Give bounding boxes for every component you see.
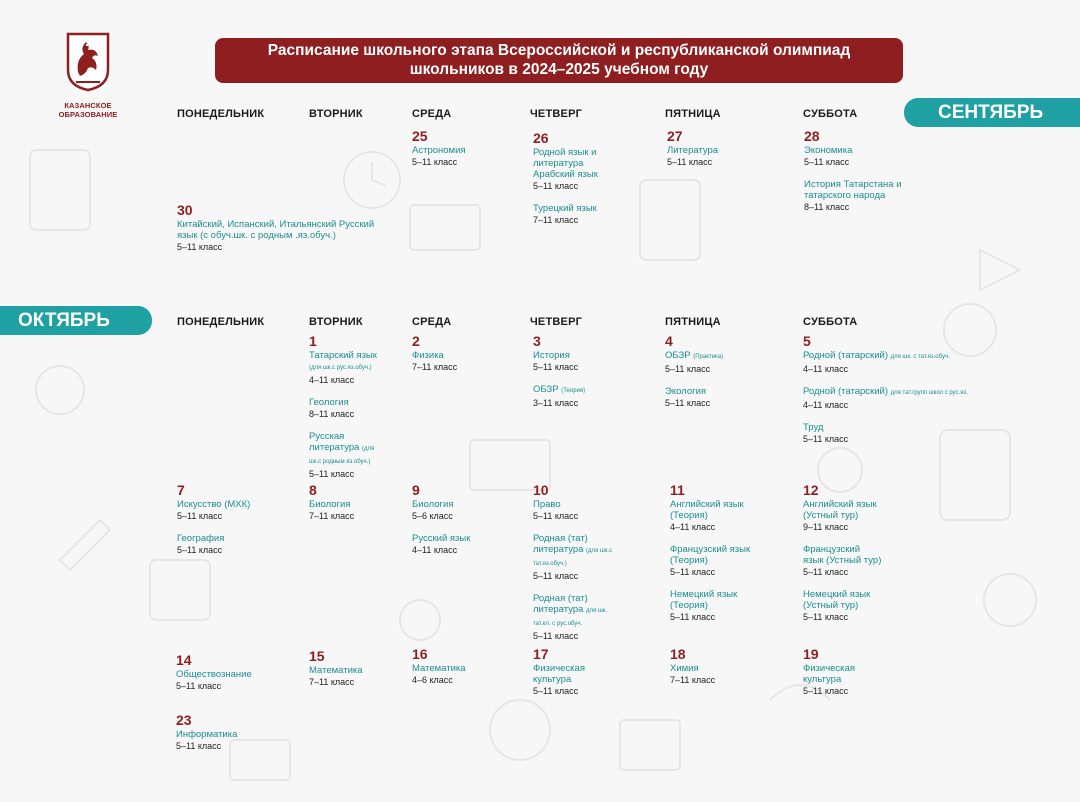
day-number: 12 xyxy=(803,482,819,498)
sep-header-wednesday: СРЕДА xyxy=(412,108,452,120)
event-grade: 9–11 класс xyxy=(803,522,849,532)
kazan-education-logo xyxy=(58,32,118,119)
event xyxy=(533,533,613,582)
event-grade: 8–11 класс xyxy=(309,409,355,419)
event-grade: 5–11 класс xyxy=(177,545,223,555)
dragon-emblem-icon xyxy=(66,32,110,92)
event-subject: Экономика xyxy=(804,145,853,156)
oct-header-wednesday: СРЕДА xyxy=(412,316,452,328)
event-grade: 5–11 класс xyxy=(533,631,579,641)
event xyxy=(670,499,755,533)
day-number: 27 xyxy=(667,128,683,144)
page-title xyxy=(215,38,903,83)
event-subject: Русский язык xyxy=(412,533,471,544)
event xyxy=(803,386,978,411)
event xyxy=(412,533,512,556)
day-number: 11 xyxy=(670,482,685,498)
event-subject: История xyxy=(533,350,570,361)
day-cell-oct-4 xyxy=(665,333,785,409)
event-grade: 5–11 класс xyxy=(176,741,222,751)
day-cell-oct-8 xyxy=(309,482,399,522)
sep-header-thursday: ЧЕТВЕРГ xyxy=(530,108,583,120)
event-subject: Немецкий язык (Теория) xyxy=(670,589,738,611)
day-number: 7 xyxy=(177,482,185,498)
event-grade: 5–11 класс xyxy=(665,398,711,408)
oct-header-monday: ПОНЕДЕЛЬНИК xyxy=(177,316,265,328)
event-grade: 7–11 класс xyxy=(309,511,355,521)
oct-header-thursday: ЧЕТВЕРГ xyxy=(530,316,583,328)
oct-header-friday: ПЯТНИЦА xyxy=(665,316,721,328)
day-cell-oct-3 xyxy=(533,333,643,409)
event-subject: Родной язык и литература Арабский язык xyxy=(533,147,598,180)
day-cell-oct-18 xyxy=(670,646,760,686)
event xyxy=(533,499,613,522)
oct-header-saturday: СУББОТА xyxy=(803,316,858,328)
day-number: 25 xyxy=(412,128,428,144)
event-note: для шк. тат.кл. с рус.обуч. xyxy=(533,608,608,627)
event-grade: 5–11 класс xyxy=(533,511,579,521)
day-cell-oct-1 xyxy=(309,333,381,480)
event-subject: Немецкий язык (Устный тур) xyxy=(803,589,871,611)
month-badge-september: СЕНТЯБРЬ xyxy=(904,98,1080,127)
event xyxy=(533,663,593,697)
day-number: 16 xyxy=(412,646,428,662)
day-cell-oct-10 xyxy=(533,482,613,642)
event-subject: Труд xyxy=(803,422,824,433)
event-subject: Родная (тат) литература xyxy=(533,533,588,555)
event-grade: 5–11 класс xyxy=(177,242,223,252)
day-number: 1 xyxy=(309,333,317,349)
event-grade: 8–11 класс xyxy=(804,202,850,212)
event-subject: Информатика xyxy=(176,729,238,740)
event xyxy=(667,145,777,168)
event-note: (для шк.с родным яз.обуч.) xyxy=(309,446,375,465)
event xyxy=(309,499,399,522)
event-grade: 7–11 класс xyxy=(533,215,579,225)
event xyxy=(670,544,755,578)
event-grade: 5–11 класс xyxy=(533,362,579,372)
event-grade: 4–11 класс xyxy=(309,375,355,385)
event-subject: Физическая культура xyxy=(803,663,855,685)
logo-line-1: КАЗАНСКОЕ xyxy=(64,101,112,110)
event-subject: Татарский язык xyxy=(309,350,377,361)
day-cell-oct-9 xyxy=(412,482,512,556)
day-number: 3 xyxy=(533,333,541,349)
event-grade: 5–11 класс xyxy=(533,571,579,581)
event xyxy=(533,147,608,192)
event-grade: 5–11 класс xyxy=(803,567,849,577)
sep-header-friday: ПЯТНИЦА xyxy=(665,108,721,120)
event xyxy=(665,350,785,375)
event xyxy=(533,350,643,373)
event xyxy=(670,663,760,686)
event-grade: 5–11 класс xyxy=(665,364,711,374)
event-grade: 3–11 класс xyxy=(533,398,579,408)
day-cell-oct-7 xyxy=(177,482,287,556)
event-subject: Французский язык (Теория) xyxy=(670,544,751,566)
event xyxy=(665,386,785,409)
event-grade: 5–11 класс xyxy=(803,612,849,622)
event-subject: Родной (татарский) xyxy=(803,386,888,397)
event xyxy=(176,669,286,692)
event-subject: Экология xyxy=(665,386,707,397)
event-grade: 5–11 класс xyxy=(803,686,849,696)
event-subject: Литература xyxy=(667,145,719,156)
event-note: (для шк.с тат.яз.обуч.) xyxy=(533,548,613,567)
day-cell-oct-17 xyxy=(533,646,593,697)
event xyxy=(309,665,399,688)
event-subject: Право xyxy=(533,499,561,510)
event xyxy=(412,145,517,168)
event xyxy=(533,384,643,409)
day-cell-sep-30 xyxy=(177,202,389,253)
day-number: 9 xyxy=(412,482,420,498)
event xyxy=(803,350,978,375)
event-subject: Математика xyxy=(412,663,466,674)
oct-header-tuesday: ВТОРНИК xyxy=(309,316,363,328)
event-grade: 5–11 класс xyxy=(667,157,713,167)
event-grade: 5–11 класс xyxy=(412,157,458,167)
event-grade: 5–11 класс xyxy=(533,686,579,696)
event-grade: 5–11 класс xyxy=(804,157,850,167)
event-grade: 5–11 класс xyxy=(803,434,849,444)
sep-header-saturday: СУББОТА xyxy=(803,108,858,120)
event-subject: Математика xyxy=(309,665,363,676)
event xyxy=(309,397,381,420)
event-subject: ОБЗР xyxy=(533,384,559,395)
day-cell-oct-15 xyxy=(309,648,399,688)
event xyxy=(803,422,978,445)
day-cell-oct-2 xyxy=(412,333,512,373)
event-grade: 4–11 класс xyxy=(670,522,716,532)
day-number: 2 xyxy=(412,333,420,349)
event-grade: 5–11 класс xyxy=(670,612,716,622)
day-cell-sep-28 xyxy=(804,128,912,213)
page-title-line-2: школьников в 2024–2025 учебном году xyxy=(409,61,709,78)
day-number: 10 xyxy=(533,482,549,498)
logo-line-2: ОБРАЗОВАНИЕ xyxy=(58,110,118,119)
event xyxy=(309,431,381,480)
day-number: 15 xyxy=(309,648,325,664)
event-grade: 4–11 класс xyxy=(412,545,458,555)
event-subject: Биология xyxy=(309,499,351,510)
day-cell-oct-19 xyxy=(803,646,863,697)
event-note: (Практика) xyxy=(693,354,724,360)
event-subject: Родной (татарский) xyxy=(803,350,888,361)
event-subject: Обществознание xyxy=(176,669,252,680)
event-grade: 5–11 класс xyxy=(533,181,579,191)
event-note: (Теория) xyxy=(561,388,586,394)
sep-header-tuesday: ВТОРНИК xyxy=(309,108,363,120)
event-note: (для шк.с рус.яз.обуч.) xyxy=(309,365,372,371)
event xyxy=(412,499,512,522)
day-cell-oct-16 xyxy=(412,646,502,686)
day-cell-oct-12 xyxy=(803,482,883,623)
event-subject: Физика xyxy=(412,350,444,361)
event-grade: 7–11 класс xyxy=(670,675,716,685)
event-note: для шк. с тат.яз.обуч. xyxy=(890,354,950,360)
event xyxy=(412,350,512,373)
sep-header-monday: ПОНЕДЕЛЬНИК xyxy=(177,108,265,120)
event xyxy=(176,729,286,752)
event-subject: История Татарстана и татарского народа xyxy=(804,179,902,201)
event-subject: Китайский, Испанский, Итальянский Русский язык (с обуч.шк. с родным .яз.обуч.) xyxy=(177,219,375,241)
event-grade: 5–11 класс xyxy=(177,511,223,521)
event-subject: ОБЗР xyxy=(665,350,691,361)
event-subject: Английский язык (Устный тур) xyxy=(803,499,877,521)
event-subject: Родная (тат) литература xyxy=(533,593,588,615)
event-subject: Французский язык (Устный тур) xyxy=(803,544,882,566)
day-number: 5 xyxy=(803,333,811,349)
event xyxy=(177,533,287,556)
event-subject: Искусство (МХК) xyxy=(177,499,251,510)
event-grade: 4–6 класс xyxy=(412,675,453,685)
event-grade: 5–6 класс xyxy=(412,511,453,521)
event-subject: Русская литература xyxy=(309,431,360,453)
event-grade: 7–11 класс xyxy=(412,362,458,372)
day-number: 23 xyxy=(176,712,192,728)
event xyxy=(177,499,287,522)
event-grade: 5–11 класс xyxy=(670,567,716,577)
event-subject: Английский язык (Теория) xyxy=(670,499,744,521)
event-subject: Химия xyxy=(670,663,699,674)
event xyxy=(804,145,912,168)
day-cell-sep-26 xyxy=(533,130,608,226)
day-number: 14 xyxy=(176,652,192,668)
day-cell-oct-23 xyxy=(176,712,286,752)
event-subject: Физическая культура xyxy=(533,663,585,685)
event xyxy=(803,544,883,578)
month-badge-october: ОКТЯБРЬ xyxy=(0,306,152,335)
day-cell-oct-11 xyxy=(670,482,755,623)
event-grade: 4–11 класс xyxy=(803,400,849,410)
event-grade: 5–11 класс xyxy=(176,681,222,691)
event xyxy=(803,499,883,533)
day-number: 26 xyxy=(533,130,549,146)
day-cell-sep-25 xyxy=(412,128,517,168)
day-number: 17 xyxy=(533,646,549,662)
event-subject: Турецкий язык xyxy=(533,203,597,214)
event xyxy=(533,203,608,226)
event-grade: 5–11 класс xyxy=(309,469,355,479)
day-cell-oct-14 xyxy=(176,652,286,692)
event xyxy=(533,593,613,642)
event-subject: Геология xyxy=(309,397,349,408)
day-number: 28 xyxy=(804,128,820,144)
event-subject: Астрономия xyxy=(412,145,466,156)
day-number: 30 xyxy=(177,202,193,218)
event-subject: Биология xyxy=(412,499,454,510)
day-number: 4 xyxy=(665,333,673,349)
day-number: 8 xyxy=(309,482,317,498)
event xyxy=(804,179,912,213)
event xyxy=(177,219,389,253)
day-number: 19 xyxy=(803,646,819,662)
day-cell-sep-27 xyxy=(667,128,777,168)
event-note: для тат.групп школ с рус.яз. xyxy=(890,390,968,396)
page-title-line-1: Расписание школьного этапа Всероссийской и республиканской олимпиад xyxy=(267,42,851,59)
event-grade: 4–11 класс xyxy=(803,364,849,374)
event-grade: 7–11 класс xyxy=(309,677,355,687)
event xyxy=(309,350,381,386)
day-number: 18 xyxy=(670,646,686,662)
event-subject: География xyxy=(177,533,225,544)
event xyxy=(803,589,883,623)
event xyxy=(670,589,755,623)
event xyxy=(803,663,863,697)
event xyxy=(412,663,502,686)
day-cell-oct-5 xyxy=(803,333,978,445)
